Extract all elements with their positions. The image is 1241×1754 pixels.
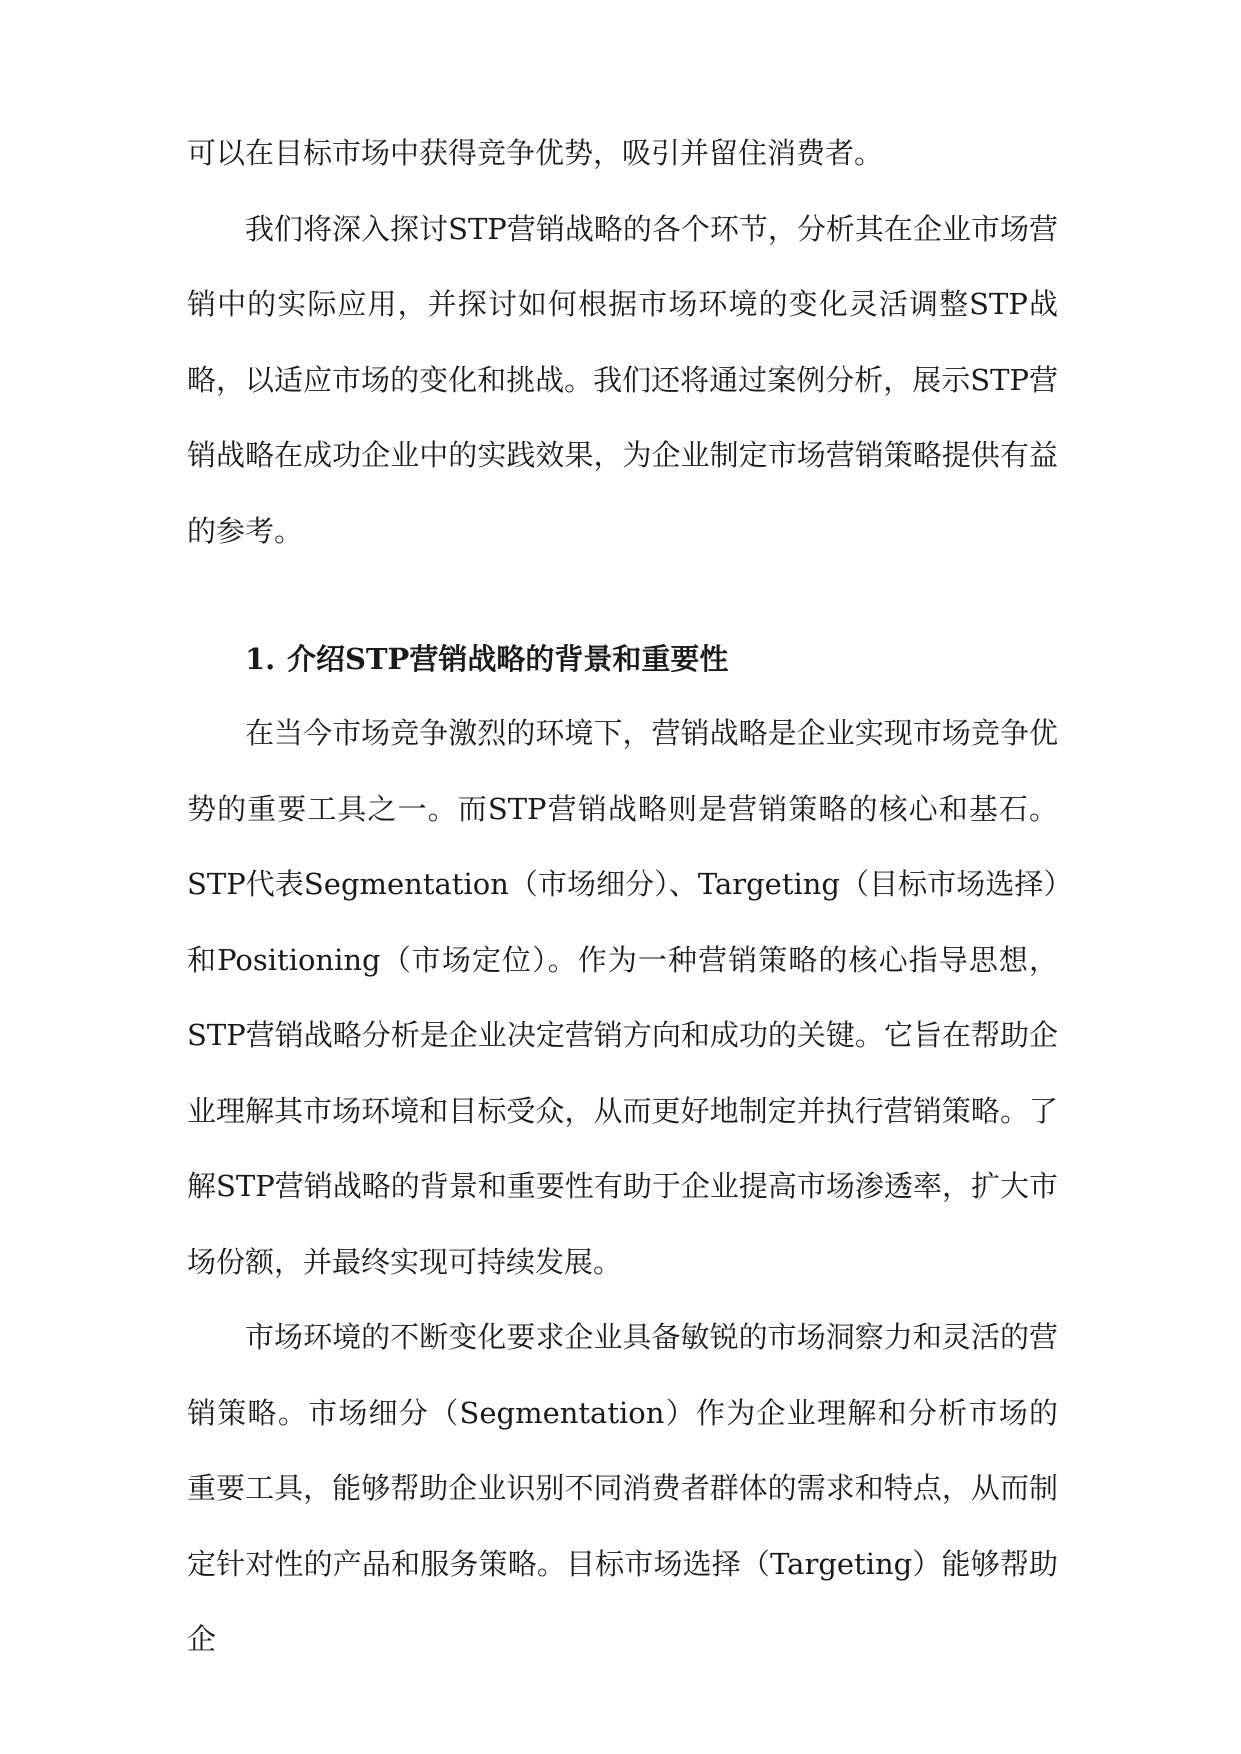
paragraph-background: 在当今市场竞争激烈的环境下，营销战略是企业实现市场竞争优势的重要工具之一。而STP营销战略则是营销策略的核心和基石。STP代表Segmentation（市场细分）、Targeting（目标市场选择）和Positioning（市场定位）。作为一种营销策略的核心指导思想，STP营销战略分析是企业决定营销方向和成功的关键。它旨在帮助企业理解其市场环境和目标受众，从而更好地制定并执行营销策略。了解STP营销战略的背景和重要性有助于企业提高市场渗透率，扩大市场份额，并最终实现可持续发展。 (187, 716, 1058, 1279)
paragraph-intro: 我们将深入探讨STP营销战略的各个环节，分析其在企业市场营销中的实际应用，并探讨如何根据市场环境的变化灵活调整STP战略，以适应市场的变化和挑战。我们还将通过案例分析，展示STP营销战略在成功企业中的实践效果，为企业制定市场营销策略提供有益的参考。 (187, 211, 1058, 548)
paragraph-continuation: 可以在目标市场中获得竞争优势，吸引并留住消费者。 (187, 136, 884, 170)
section-title: 介绍STP营销战略的背景和重要性 (287, 642, 729, 676)
text-block-section-1 (187, 696, 1058, 1678)
section-heading (245, 622, 728, 697)
paragraph-segmentation: 市场环境的不断变化要求企业具备敏锐的市场洞察力和灵活的营销策略。市场细分（Segmentation）作为企业理解和分析市场的重要工具，能够帮助企业识别不同消费者群体的需求和特点，从而制定针对性的产品和服务策略。目标市场选择（Targeting）能够帮助企 (187, 1320, 1058, 1656)
section-number: 1. (245, 642, 276, 676)
text-block-top (187, 116, 1058, 569)
